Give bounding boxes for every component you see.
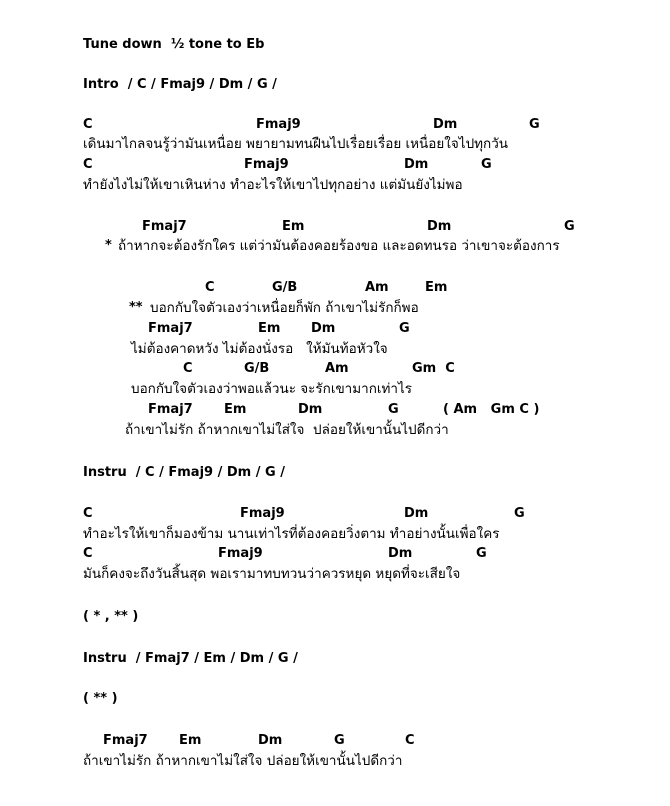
chord: Fmaj7 [148, 402, 193, 417]
chord: Em [425, 280, 448, 295]
lyric: บอกกับใจตัวเองว่าพอแล้วนะ จะรักเขามากเท่าไร [131, 381, 413, 397]
repeat-marker: ( ** ) [83, 691, 118, 706]
chord: Em [282, 219, 305, 234]
chord: Gm C [412, 361, 455, 376]
chord: G [388, 402, 399, 417]
lyric: บอกกับใจตัวเองว่าเหนื่อยก็พัก ถ้าเขาไม่รักก็พอ [150, 300, 419, 316]
chord: G/B [272, 280, 298, 295]
lyric: ถ้าเขาไม่รัก ถ้าหากเขาไม่ใส่ใจ ปล่อยให้เขานั้นไปดีกว่า [83, 753, 403, 769]
chord: Dm [404, 506, 429, 521]
chord-alternate: ( Am Gm C ) [443, 402, 540, 417]
chord: Dm [258, 733, 283, 748]
chord: G [481, 157, 492, 172]
chord: C [83, 157, 93, 172]
chord: Em [224, 402, 247, 417]
chord: G [514, 506, 525, 521]
chord: Fmaj9 [218, 546, 263, 561]
section-marker: ** [129, 300, 143, 315]
chord: C [405, 733, 415, 748]
lyric: ทำยังไงไม่ให้เขาเหินห่าง ทำอะไรให้เขาไปทุกอย่าง แต่มันยังไม่พอ [83, 177, 463, 193]
chord: Dm [433, 117, 458, 132]
chord: Dm [427, 219, 452, 234]
chord: G [564, 219, 575, 234]
lyric: มันก็คงจะถึงวันสิ้นสุด พอเรามาทบทวนว่าควรหยุด หยุดที่จะเสียใจ [83, 566, 461, 582]
chord: Fmaj7 [148, 321, 193, 336]
instrumental-line: Instru / Fmaj7 / Em / Dm / G / [83, 651, 298, 666]
chord: Fmaj9 [240, 506, 285, 521]
chord: C [83, 546, 93, 561]
chord: G [529, 117, 540, 132]
lyric: ทำอะไรให้เขาก็มองข้าม นานเท่าไรที่ต้องคอยวิ่งตาม ทำอย่างนั้นเพื่อใคร [83, 526, 500, 542]
chord: C [183, 361, 193, 376]
chord: Em [179, 733, 202, 748]
chord: Fmaj7 [103, 733, 148, 748]
chord: C [205, 280, 215, 295]
chord: G [476, 546, 487, 561]
intro-line: Intro / C / Fmaj9 / Dm / G / [83, 77, 277, 92]
chord: Am [365, 280, 389, 295]
lyric: ถ้าหากจะต้องรักใคร แต่ว่ามันต้องคอยร้องขอ และอดทนรอ ว่าเขาจะต้องการ [118, 238, 560, 254]
chord: Dm [298, 402, 323, 417]
chord: Fmaj7 [142, 219, 187, 234]
tuning-note: Tune down ½ tone to Eb [83, 37, 265, 52]
chord: Dm [388, 546, 413, 561]
chord: C [83, 506, 93, 521]
chord: Dm [404, 157, 429, 172]
chord: Dm [311, 321, 336, 336]
chord: G/B [244, 361, 270, 376]
chord: G [399, 321, 410, 336]
lyric: เดินมาไกลจนรู้ว่ามันเหนื่อย พยายามทนฝืนไปเรื่อยเรื่อย เหนื่อยใจไปทุกวัน [83, 136, 509, 152]
instrumental-line: Instru / C / Fmaj9 / Dm / G / [83, 465, 285, 480]
chord: Fmaj9 [244, 157, 289, 172]
section-marker: * [105, 238, 112, 253]
chord: G [334, 733, 345, 748]
chord: Fmaj9 [256, 117, 301, 132]
chord: C [83, 117, 93, 132]
chord: Am [325, 361, 349, 376]
lyric: ถ้าเขาไม่รัก ถ้าหากเขาไม่ใส่ใจ ปล่อยให้เขานั้นไปดีกว่า [125, 422, 449, 438]
repeat-marker: ( * , ** ) [83, 609, 139, 624]
chord: Em [258, 321, 281, 336]
lyric: ไม่ต้องคาดหวัง ไม่ต้องนั่งรอ ให้มันท้อหัวใจ [131, 341, 388, 357]
